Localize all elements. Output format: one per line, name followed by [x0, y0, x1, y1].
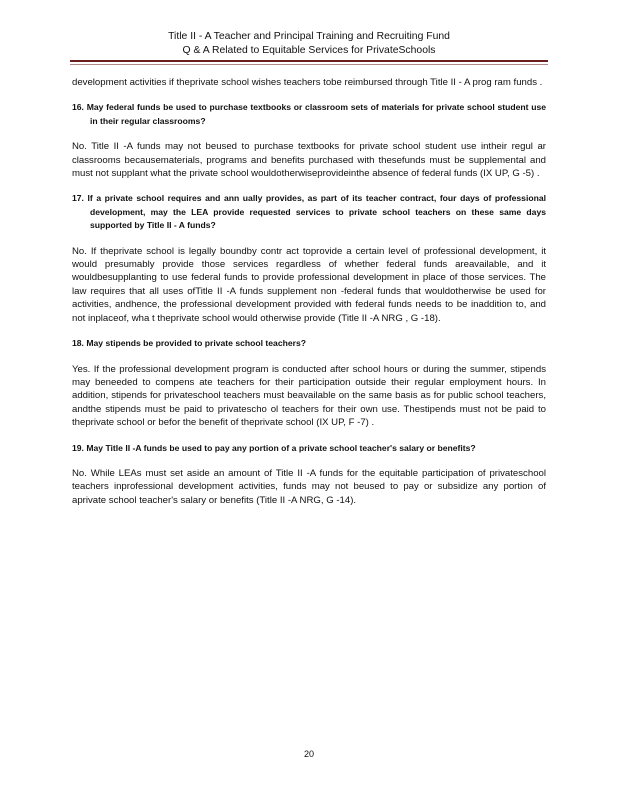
page-number: 20	[303, 749, 314, 759]
intro-paragraph: development activities if theprivate school wishes teachers tobe reimbursed through Title II - A prog ram funds .	[72, 77, 543, 88]
question-text: May Title II -A funds be used to pay any portion of a private school teacher's salary or benefits?	[86, 442, 476, 453]
question	[72, 337, 546, 350]
question-number: 17.	[72, 193, 84, 204]
qa-item-18	[72, 337, 546, 429]
page-body	[72, 76, 546, 519]
question-text: If a private school requires and ann ually provides, as part of its teacher contract, four days of professional development, may the LEA provide requested services to private school teachers on these same days supported by Title II - A funds?	[87, 193, 546, 231]
header-rule	[70, 60, 548, 62]
qa-item-17	[72, 192, 546, 325]
question-number: 16.	[72, 102, 84, 113]
question	[72, 101, 546, 128]
question	[72, 442, 546, 455]
answer-paragraph: No. Title II -A funds may not beused to purchase textbooks for private school student use intheir regul ar classrooms becausematerials, programs and benefits purchased with thesefunds must be supplemental and must not supplant what the private school wouldotherwiseprovideinthe absence of federal funds (IX UP, G -5) .	[72, 141, 546, 180]
qa-item-19	[72, 442, 546, 508]
question-number: 19.	[72, 442, 84, 453]
answer-paragraph: No. While LEAs must set aside an amount of Title II -A funds for the equitable participation of privateschool teachers inprofessional development activities, funds may not beused to pay or subsidize any portion of aprivate school teacher's salary or benefits (Title II -A NRG, G -14).	[72, 467, 546, 506]
question	[72, 192, 546, 232]
header-line-2: Q & A Related to Equitable Services for PrivateSchools	[182, 45, 436, 56]
answer-paragraph: No. If theprivate school is legally boundby contr act toprovide a certain level of professional development, it would presumably provide those services regardless of whether federal funds areavailable, and it wouldbesupplanting to use federal funds to provide professional development in place of those services. The law requires that all uses ofTitle II -A funds supplement non -federal funds that wouldotherwise be used for activities, andhence, the professional development provided with federal funds needs to be inaddition to, and not inplaceof, wha t theprivate school would otherwise provide (Title II -A NRG , G -18).	[72, 245, 546, 324]
answer-paragraph: Yes. If the professional development program is conducted after school hours or during the summer, stipends may beneeded to compens ate teachers for their participation outside their regular employment hours. In addition, stipends for privateschool teachers must beavailable on the same basis as for public school teachers, andthe stipends must be paid to privatescho ol teachers for their own use. Thestipends must not be paid to theprivate school or befor the benefit of theprivate school (IX UP, F -7) .	[72, 363, 546, 429]
question-text: May federal funds be used to purchase textbooks or classroom sets of materials for private school student use in their regular classrooms?	[86, 102, 547, 126]
header-rule-thin	[70, 64, 548, 65]
question-text: May stipends be provided to private school teachers?	[86, 338, 307, 349]
header-line-1: Title II - A Teacher and Principal Training and Recruiting Fund	[168, 31, 450, 42]
running-header	[70, 30, 548, 58]
qa-item-16	[72, 101, 546, 180]
question-number: 18.	[72, 338, 84, 349]
